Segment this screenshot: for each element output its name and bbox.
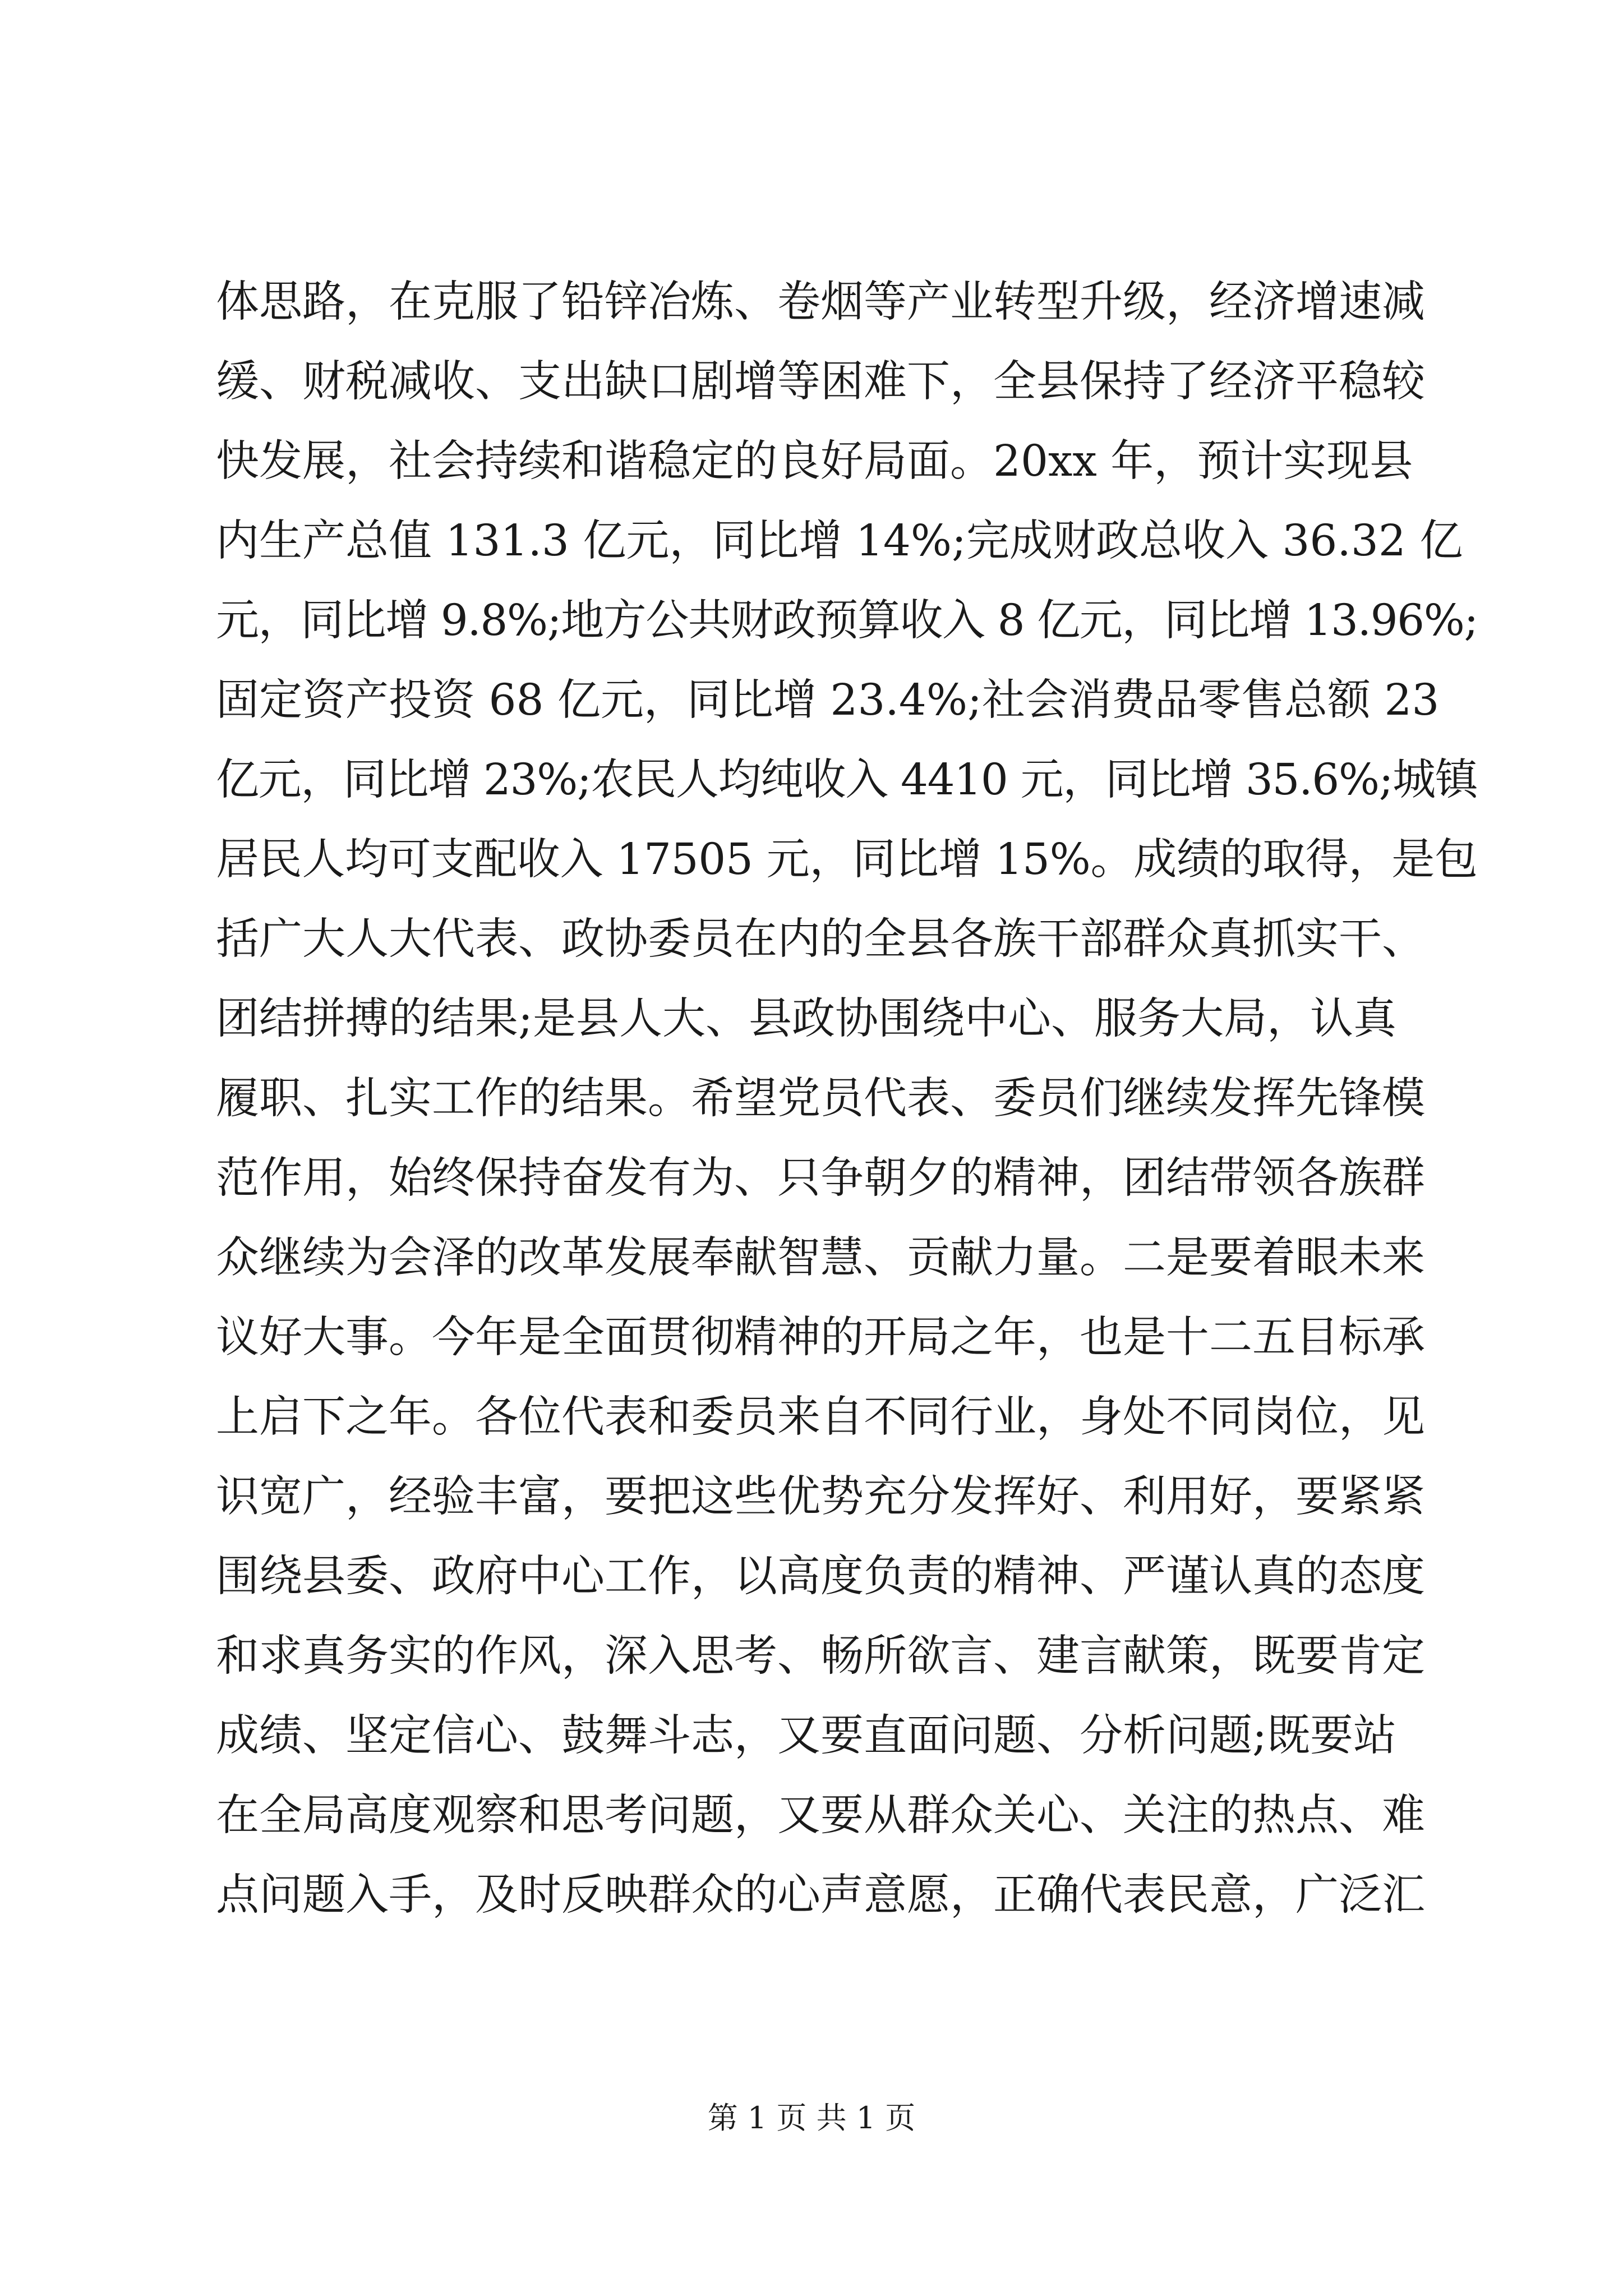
body-text — [216, 263, 1478, 1935]
text-line: 内生产总值 131.3 亿元，同比增 14%;完成财政总收入 36.32 亿 — [216, 516, 1463, 566]
text-line: 快发展，社会持续和谐稳定的良好局面。20xx 年，预计实现县 — [216, 436, 1413, 486]
text-line: 围绕县委、政府中心工作，以高度负责的精神、严谨认真的态度 — [216, 1552, 1425, 1602]
text-line: 元，同比增 9.8%;地方公共财政预算收入 8 亿元，同比增 13.96%; — [216, 596, 1478, 646]
text-line: 在全局高度观察和思考问题，又要从群众关心、关注的热点、难 — [216, 1791, 1425, 1841]
text-line: 团结拼搏的结果;是县人大、县政协围绕中心、服务大局，认真 — [216, 994, 1396, 1044]
text-line: 上启下之年。各位代表和委员来自不同行业，身处不同岗位，见 — [216, 1392, 1425, 1442]
text-line: 固定资产投资 68 亿元，同比增 23.4%;社会消费品零售总额 23 — [216, 675, 1440, 725]
text-line: 缓、财税减收、支出缺口剧增等困难下，全县保持了经济平稳较 — [216, 357, 1425, 407]
text-line: 和求真务实的作风，深入思考、畅所欲言、建言献策，既要肯定 — [216, 1631, 1425, 1681]
text-line: 括广大人大代表、政协委员在内的全县各族干部群众真抓实干、 — [216, 914, 1425, 964]
text-line: 范作用，始终保持奋发有为、只争朝夕的精神，团结带领各族群 — [216, 1153, 1425, 1203]
text-line: 众继续为会泽的改革发展奉献智慧、贡献力量。二是要着眼未来 — [216, 1233, 1425, 1283]
text-line: 亿元，同比增 23%;农民人均纯收入 4410 元，同比增 35.6%;城镇 — [216, 755, 1478, 805]
text-line: 成绩、坚定信心、鼓舞斗志，又要直面问题、分析问题;既要站 — [216, 1711, 1396, 1761]
text-line: 履职、扎实工作的结果。希望党员代表、委员们继续发挥先锋模 — [216, 1074, 1425, 1124]
text-line: 体思路，在克服了铅锌冶炼、卷烟等产业转型升级，经济增速减 — [216, 277, 1425, 327]
text-line: 居民人均可支配收入 17505 元，同比增 15%。成绩的取得，是包 — [216, 835, 1478, 885]
text-line: 议好大事。今年是全面贯彻精神的开局之年，也是十二五目标承 — [216, 1313, 1425, 1363]
text-line: 点问题入手，及时反映群众的心声意愿，正确代表民意，广泛汇 — [216, 1870, 1425, 1920]
text-line: 识宽广，经验丰富，要把这些优势充分发挥好、利用好，要紧紧 — [216, 1472, 1425, 1522]
page-footer: 第 1 页 共 1 页 — [707, 2100, 916, 2136]
